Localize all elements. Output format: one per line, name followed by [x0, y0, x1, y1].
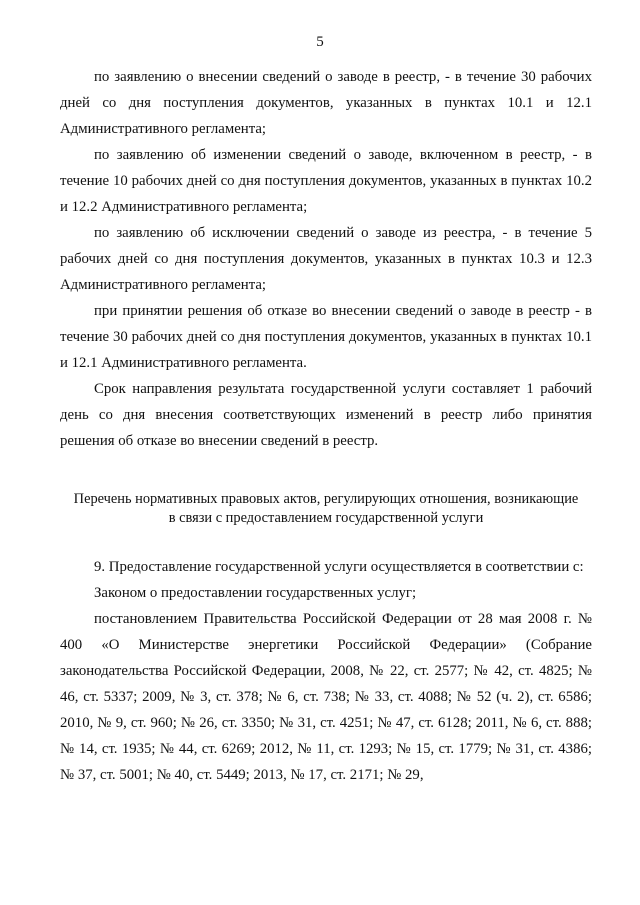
- section-heading-line-2: в связи с предоставлением государственной услуги: [168, 510, 484, 526]
- paragraph-term-add: по заявлению о внесении сведений о заводе в реестр, - в течение 30 рабочих дней со дня поступления документов, указанных в пунктах 10.1 и 12.1 Административного регламента;: [60, 69, 592, 137]
- paragraph-item-9: 9. Предоставление государственной услуги осуществляется в соответствии с:: [94, 559, 584, 575]
- paragraph-term-remove: по заявлению об исключении сведений о заводе из реестра, - в течение 5 рабочих дней со дня поступления документов, указанных в пунктах 10.3 и 12.3 Административного регламента;: [60, 225, 592, 293]
- page-number: 5: [316, 34, 324, 50]
- paragraph-government-decree: постановлением Правительства Российской Федерации от 28 мая 2008 г. № 400 «О Министерстве энергетики Российской Федерации» (Собрание законодательства Российской Федерации, 2008, № 22, ст. 2577; № 42, ст. 4825; № 46, ст. 5337; 2009, № 3, ст. 378; № 6, ст. 738; № 33, ст. 4088; № 52 (ч. 2), ст. 6586; 2010, № 9, ст. 960; № 26, ст. 3350; № 31, ст. 4251; № 47, ст. 6128; 2011, № 6, ст. 888; № 14, ст. 1935; № 44, ст. 6269; 2012, № 11, ст. 1293; № 15, ст. 1779; № 31, ст. 4386; № 37, ст. 5001; № 40, ст. 5449; 2013, № 17, ст. 2171; № 29,: [60, 611, 592, 783]
- paragraph-law-reference: Законом о предоставлении государственных услуг;: [94, 585, 417, 601]
- paragraph-term-refusal: при принятии решения об отказе во внесении сведений о заводе в реестр - в течение 30 рабочих дней со дня поступления документов, указанных в пунктах 10.1 и 12.1 Административного регламента.: [60, 303, 592, 371]
- section-heading-line-1: Перечень нормативных правовых актов, регулирующих отношения, возникающие: [73, 491, 579, 507]
- paragraph-term-change: по заявлению об изменении сведений о заводе, включенном в реестр, - в течение 10 рабочих дней со дня поступления документов, указанных в пунктах 10.2 и 12.2 Административного регламента;: [60, 147, 592, 215]
- document-body: [60, 64, 592, 788]
- paragraph-result-term: Срок направления результата государственной услуги составляет 1 рабочий день со дня внесения соответствующих изменений в реестр либо принятия решения об отказе во внесении сведений в реестр.: [60, 381, 592, 449]
- section-heading: [60, 490, 592, 528]
